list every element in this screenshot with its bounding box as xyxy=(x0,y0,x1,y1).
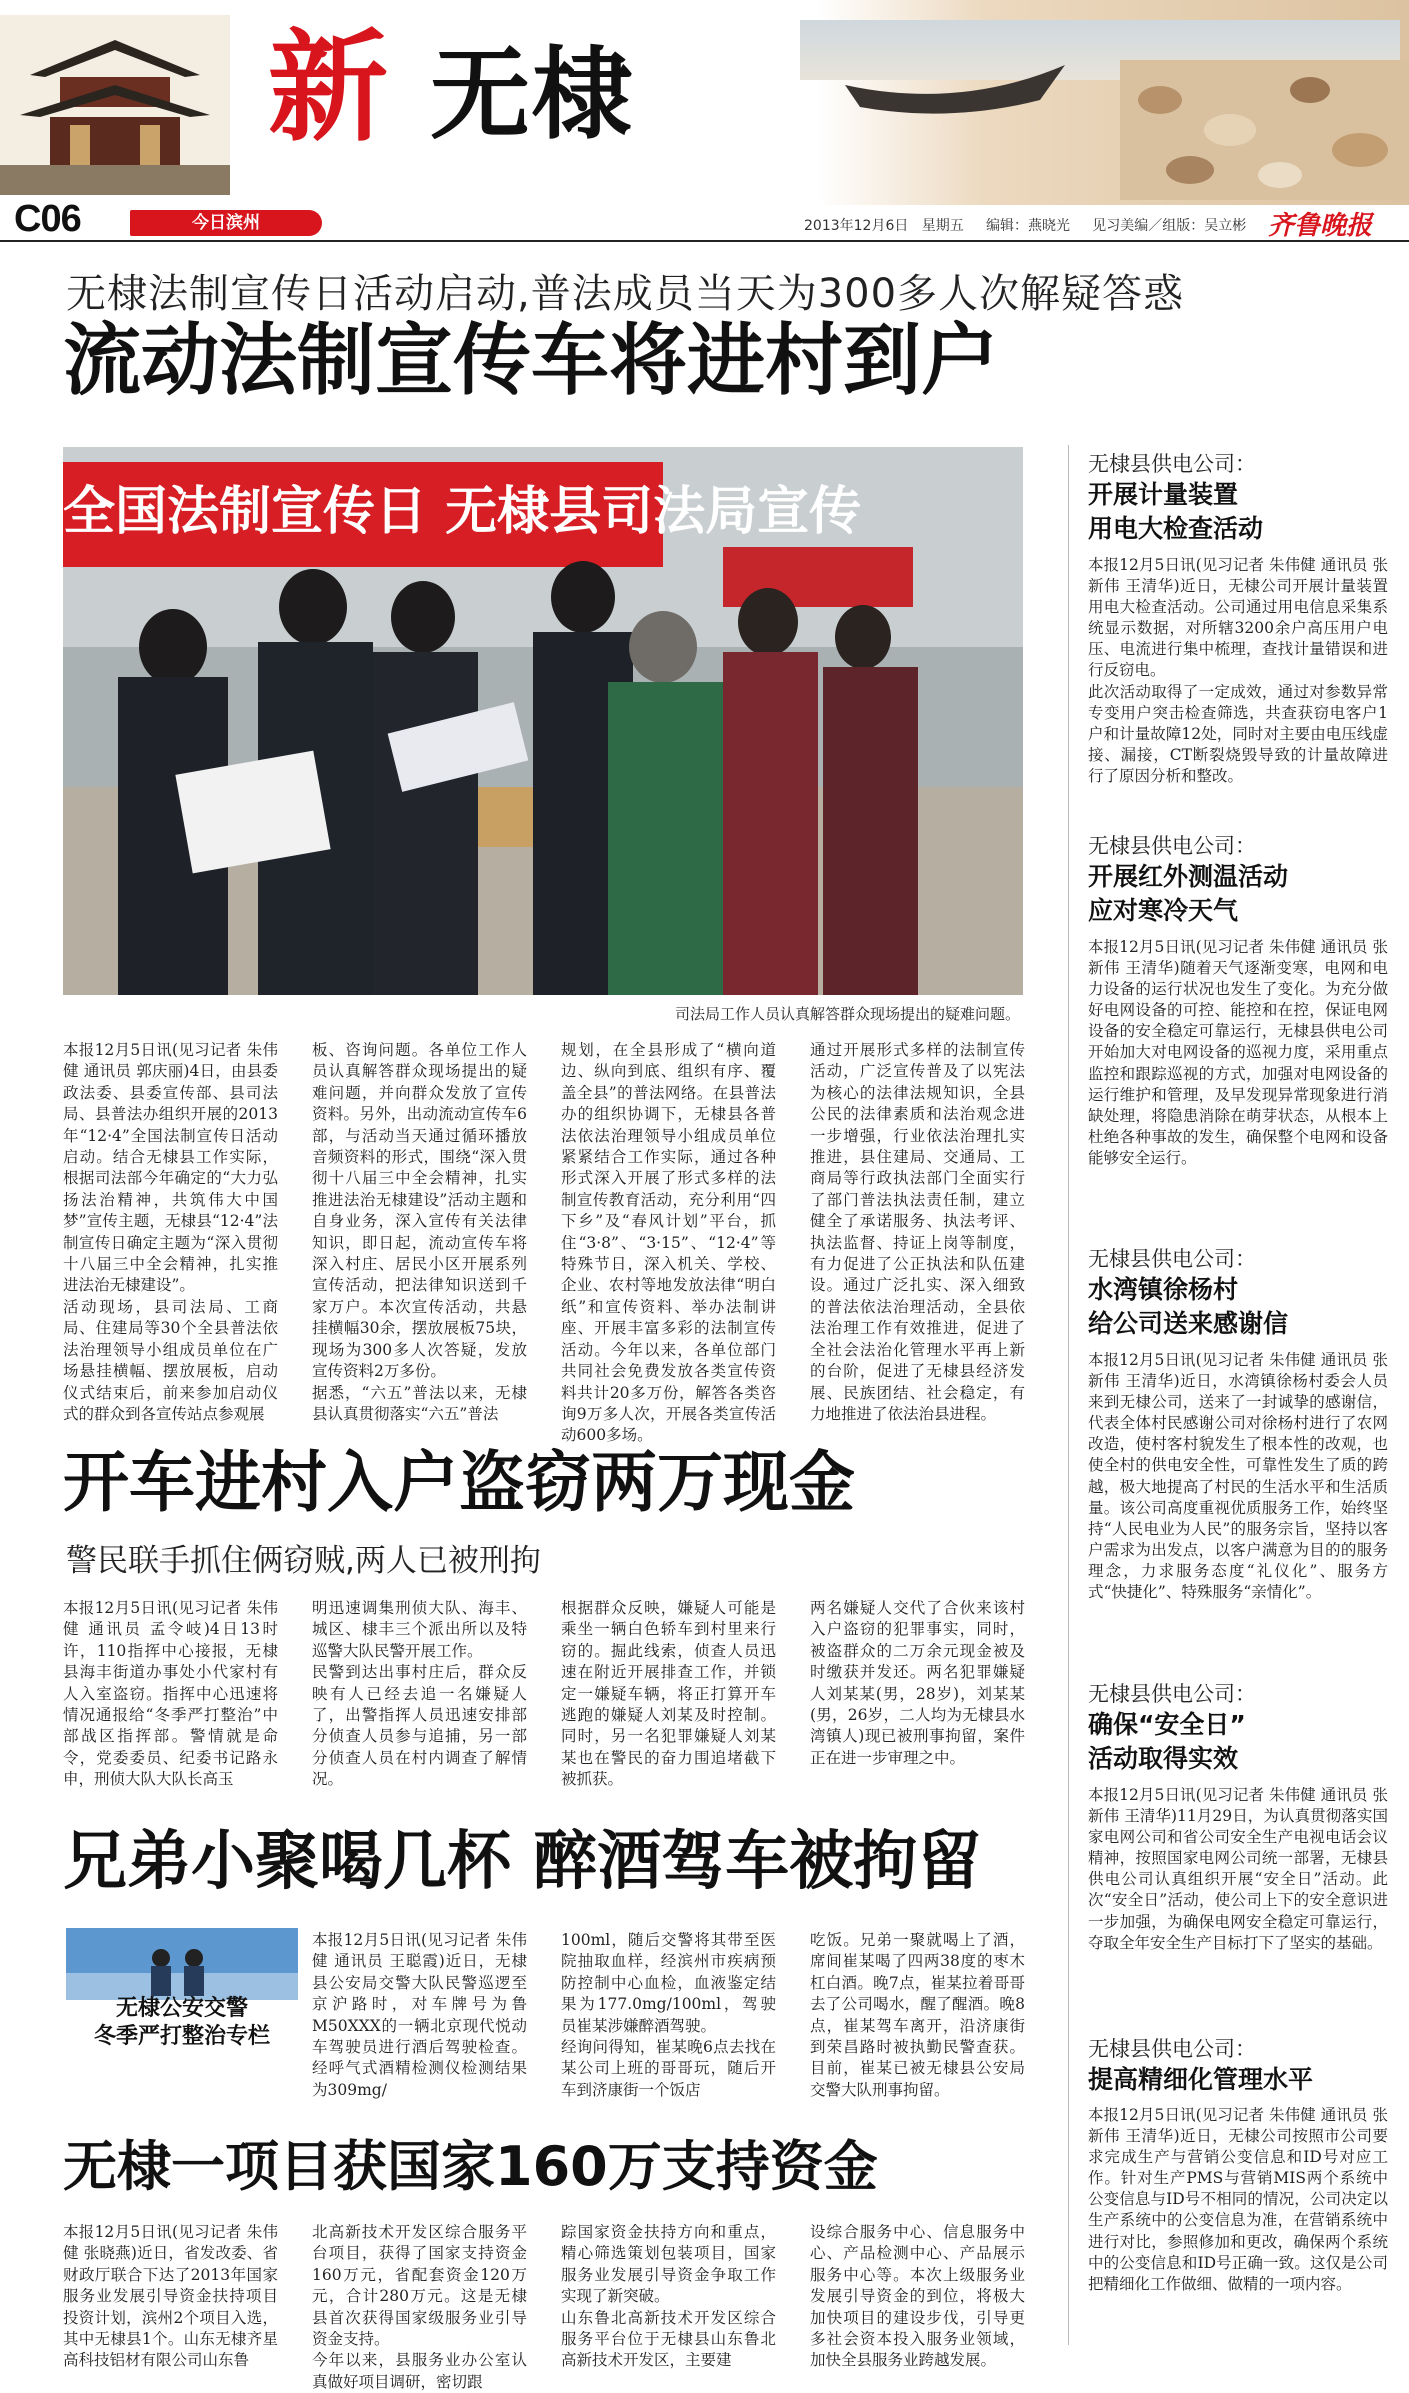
sidebar-item-5-body: 本报12月5日讯(见习记者 朱伟健 通讯员 张新伟 王清华)近日，无棣公司按照市公司要求完成生产与营销公变信息和ID号对应工作。针对生产PMS与营销MIS两个系统中公变信息与ID号不相同的情况，公司决定以生产系统中的公变信息为准，在营销系统中进行对比，参照修加和更改，确保两个系统中的公变信息和ID号正确一致。这仅是公司把精细化工作做细、做精的一项内容。 xyxy=(1088,2106,1388,2293)
lead-column-3: 规划，在全县形成了“横向道边、纵向到底、组织有序、覆盖全县”的普法网络。在县普法办的组织协调下，无棣县各普法依法治理领导小组成员单位紧紧结合工作实际，通过各种形式深入开展了形式多样的法制宣传教育活动，充分利用“四下乡”及“春风计划”平台，抓住“3·8”、“3·15”、“12·4”等特殊节日，深入机关、学校、企业、农村等地发放法律“明白纸”和宣传资料、举办法制讲座、开展丰富多彩的法制宣传活动。今年以来，各单位部门共同社会免费发放各类宣传资料共计20多万份，解答各类咨询9万多人次，开展各类宣传活动600多场。 xyxy=(561,1041,776,1445)
sidebar-item-5-title: 提高精细化管理水平 xyxy=(1088,2065,1314,2094)
shells-illustration xyxy=(1120,60,1409,200)
lead-column-4: 通过开展形式多样的法制宣传活动，广泛宣传普及了以宪法为核心的法律法规知识，全县公民的法律素质和法治观念进一步增强，行业依法治理扎实推进，县住建局、交通局、工商局等行政执法部门全面实行了部门普法执法责任制，建立健全了承诺服务、执法考评、执法监督、持证上岗等制度，有力促进了公正执法和队伍建设。通过广泛扎实、深入细致的普法依法治理活动，全县依法治理工作有效推进，促进了全社会法治化管理水平再上新的台阶，促进了无棣县经济发展、民族团结、社会稳定，有力地推进了依法治县进程。 xyxy=(810,1041,1025,1423)
lead-photo xyxy=(63,447,1023,995)
theft-column-3: 根据群众反映，嫌疑人可能是乘坐一辆白色轿车到村里来行窃的。掘此线索，侦查人员迅速在附近开展排查工作，并锁定一嫌疑车辆，将正打算开车逃跑的嫌疑人刘某及时控制。同时，另一名犯罪嫌疑人刘某某也在警民的奋力围追堵截下被抓获。 xyxy=(561,1599,776,1789)
page-number: C06 xyxy=(14,198,81,240)
sidebar-item-1-kicker: 无棣县供电公司： xyxy=(1088,452,1256,476)
funding-column-2: 北高新技术开发区综合服务平台项目，获得了国家支持资金160万元，省配套资金120万元，合计280万元。这是无棣县首次获得国家级服务业引导资金支持。 今年以来，县服务业办公室认真做好项目调研，密切跟 xyxy=(312,2223,527,2391)
sidebar-divider xyxy=(1068,445,1069,2345)
lead-headline: 流动法制宣传车将进村到户 xyxy=(63,316,1000,406)
sidebar-item-4-header xyxy=(1088,1680,1388,1776)
dui-thumbnail-image xyxy=(66,1928,298,2000)
sidebar-item-1-header xyxy=(1088,450,1388,546)
theft-column-2: 明迅速调集刑侦大队、海丰、城区、棣丰三个派出所以及特巡警大队民警开展工作。 民警到达出事村庄后，群众反映有人已经去追一名嫌疑人了，出警指挥人员迅速安排部分侦查人员参与追捕，另一部分侦查人员在村内调查了解情况。 xyxy=(312,1599,527,1789)
funding-column-1: 本报12月5日讯(见习记者 朱伟健 张晓燕)近日，省发改委、省财政厅联合下达了2013年国家服务业发展引导资金扶持项目投资计划，滨州2个项目入选，其中无棣县1个。山东无棣齐星高科技铝材有限公司山东鲁 xyxy=(63,2223,278,2370)
dui-headline: 兄弟小聚喝几杯 醉酒驾车被拘留 xyxy=(63,1825,982,1899)
section-tag: 今日滨州 xyxy=(130,210,322,236)
sidebar-item-1-title: 开展计量装置 用电大检查活动 xyxy=(1088,480,1264,543)
sidebar-item-1-body: 本报12月5日讯(见习记者 朱伟健 通讯员 张新伟 王清华)近日，无棣公司开展计量装置用电大检查活动。公司通过用电信息采集系统显示数据，对所辖3200余户高压用户电压、电流进行集中梳理，查找计量错误和进行反窃电。 此次活动取得了一定成效，通过对参数异常专变用户突击检查筛选，共查获窃电客户1户和计量故障12处，同时对主要由电压线虚接、漏接，CT断裂烧毁导致的计量故障进行了原因分析和整改。 xyxy=(1088,556,1388,785)
lead-kicker: 无棣法制宣传日活动启动,普法成员当天为300多人次解疑答惑 xyxy=(66,271,1185,317)
dateline: 2013年12月6日 星期五 编辑：燕晓光 见习美编／组版：吴立彬 xyxy=(804,218,1247,234)
funding-column-3: 踪国家资金扶持方向和重点，精心筛选策划包装项目，国家服务业发展引导资金争取工作实现了新突破。 山东鲁北高新技术开发区综合服务平台位于无棣县山东鲁北高新技术开发区，主要建 xyxy=(561,2223,776,2370)
theft-column-4: 两名嫌疑人交代了合伙来该村入户盗窃的犯罪事实，同时，被盗群众的二万余元现金被及时缴获并发还。两名犯罪嫌疑人刘某某(男，28岁)，刘某某(男，26岁，二人均为无棣县水湾镇人)现已被刑事拘留，案件正在进一步审理之中。 xyxy=(810,1599,1025,1767)
lead-column-1: 本报12月5日讯(见习记者 朱伟健 通讯员 郭庆丽)4日，由县委政法委、县委宣传部、县司法局、县普法办组织开展的2013年“12·4”全国法制宣传日活动启动。结合无棣县工作实际，根据司法部今年确定的“大力弘扬法治精神，共筑伟大中国梦”宣传主题，无棣县“12·4”法制宣传日确定主题为“深入贯彻十八届三中全会精神，扎实推进法治无棣建设”。 活动现场，县司法局、工商局、住建局等30个全县普法依法治理领导小组成员单位在广场悬挂横幅、摆放展板，启动仪式结束后，前来参加启动仪式的群众到各宣传站点参观展 xyxy=(63,1041,278,1423)
sidebar-item-3-kicker: 无棣县供电公司： xyxy=(1088,1247,1256,1271)
lead-photo-caption: 司法局工作人员认真解答群众现场提出的疑难问题。 xyxy=(674,1005,1020,1023)
police-photo xyxy=(66,1928,298,2000)
paper-logo: 齐鲁晚报 xyxy=(1268,211,1373,241)
sidebar-item-3-header xyxy=(1088,1245,1388,1341)
dui-column-3: 吃饭。兄弟一聚就喝上了酒，席间崔某喝了四两38度的枣木杠白酒。晚7点，崔某拉着哥哥去了公司喝水，醒了醒酒。晚8点，崔某驾车离开，沿济康街到荣昌路时被执勤民警查获。目前，崔某已被无棣县公安局交警大队刑事拘留。 xyxy=(810,1931,1025,2099)
sidebar-item-2-title: 开展红外测温活动 应对寒冷天气 xyxy=(1088,862,1289,925)
sidebar-item-4-body: 本报12月5日讯(见习记者 朱伟健 通讯员 张新伟 王清华)11月29日，为认真贯彻落实国家电网公司和省公司安全生产电视电话会议精神，按照国家电网公司统一部署，无棣县供电公司认真组织开展“安全日”活动。此次“安全日”活动，使公司上下的安全意识进一步加强，为确保电网安全稳定可靠运行，夺取全年安全生产目标打下了坚实的基础。 xyxy=(1088,1786,1388,1952)
funding-column-4: 设综合服务中心、信息服务中心、产品检测中心、产品展示服务中心等。本次上级服务业发展引导资金的到位，将极大加快项目的建设步伐，引导更多社会资本投入服务业领域，加快全县服务业跨越发展。 xyxy=(810,2223,1025,2370)
sidebar-item-3-body: 本报12月5日讯(见习记者 朱伟健 通讯员 张新伟 王清华)近日，水湾镇徐杨村委会人员来到无棣公司，送来了一封诚挚的感谢信，代表全体村民感谢公司对徐杨村进行了农网改造，使村客村貌发生了根本性的改观，也使全村的供电安全性，可靠性发生了质的跨越，极大地提高了村民的生活水平和生活质量。该公司高度重视优质服务工作，始终坚持“人民电业为人民”的服务宗旨，坚持以客户需求为出发点，以客户满意为目的的服务理念，力求服务态度“礼仪化”、服务方式“快捷化”、特殊服务“亲情化”。 xyxy=(1088,1351,1388,1602)
dui-thumbnail-caption: 无棣公安交警 冬季严打整治专栏 xyxy=(93,1996,270,2049)
sidebar-item-5-header xyxy=(1088,2035,1388,2097)
lead-column-2: 板、咨询问题。各单位工作人员认真解答群众现场提出的疑难问题，并向群众发放了宣传资料。另外，出动流动宣传车6部，与活动当天通过循环播放音频资料的形式，围绕“深入贯彻十八届三中全会精神，扎实推进法治无棣建设”活动主题和自身业务，深入宣传有关法律知识，即日起，流动宣传车将深入村庄、居民小区开展系列宣传活动，把法律知识送到千家万户。本次宣传活动，共悬挂横幅30余，摆放展板75块，现场为300多人次答疑，发放宣传资料2万多份。 据悉，“六五”普法以来，无棣县认真贯彻落实“六五”普法 xyxy=(312,1041,527,1423)
theft-subhead: 警民联手抓住俩窃贼,两人已被刑拘 xyxy=(66,1543,541,1579)
masthead xyxy=(0,0,1409,205)
pavilion-illustration xyxy=(0,15,230,195)
masthead-logo-xin: 新 xyxy=(268,17,384,158)
sidebar-item-4-title: 确保“安全日” 活动取得实效 xyxy=(1088,1710,1246,1773)
sidebar-item-2-body: 本报12月5日讯(见习记者 朱伟健 通讯员 张新伟 王清华)随着天气逐渐变寒，电网和电力设备的运行状况也发生了变化。为充分做好电网设备的可控、能控和在控，保证电网设备的安全稳定可靠运行，无棣县供电公司开始加大对电网设备的巡视力度，采用重点监控和跟踪巡视的方式，加强对电网设备的运行维护和管理，及早发现异常现象进行消缺处理，将隐患消除在萌芽状态，从根本上杜绝各种事故的发生，确保整个电网和设备能够安全运行。 xyxy=(1088,938,1388,1167)
dui-column-1: 本报12月5日讯(见习记者 朱伟健 通讯员 王聪霞)近日，无棣县公安局交警大队民警巡逻至京沪路时，对车牌号为鲁M50XXX的一辆北京现代悦动车驾驶员进行酒后驾驶检查。经呼气式酒精检测仪检测结果为309mg/ xyxy=(312,1931,527,2099)
theft-headline: 开车进村入户盗窃两万现金 xyxy=(63,1444,855,1521)
sidebar-item-3-title: 水湾镇徐杨村 给公司送来感谢信 xyxy=(1088,1275,1289,1338)
sidebar-item-2-kicker: 无棣县供电公司： xyxy=(1088,834,1256,858)
sidebar-item-2-header xyxy=(1088,832,1388,928)
funding-headline: 无棣一项目获国家160万支持资金 xyxy=(63,2135,878,2198)
boat-illustration xyxy=(840,55,1070,125)
sidebar-item-4-kicker: 无棣县供电公司： xyxy=(1088,1682,1256,1706)
theft-column-1: 本报12月5日讯(见习记者 朱伟健 通讯员 孟令岐)4日13时许，110指挥中心接报，无棣县海丰街道办事处小代家村有人入室盗窃。指挥中心迅速将情况通报给“冬季严打整治”中部战区指挥部。警情就是命令，党委委员、纪委书记路永申，刑侦大队大队长高玉 xyxy=(63,1599,278,1789)
photo-banner-text: 全国法制宣传日 无棣县司法局宣传 xyxy=(63,481,862,542)
dui-column-2: 100ml，随后交警将其带至医院抽取血样，经滨州市疾病预防控制中心血检，血液鉴定结果为177.0mg/100ml，驾驶员崔某涉嫌醉酒驾驶。 经询问得知，崔某晚6点去找在某公司上班的哥哥玩，随后开车到济康街一个饭店 xyxy=(561,1931,776,2099)
masthead-logo-title: 无棣 xyxy=(430,36,634,153)
sidebar-item-5-kicker: 无棣县供电公司： xyxy=(1088,2037,1256,2061)
